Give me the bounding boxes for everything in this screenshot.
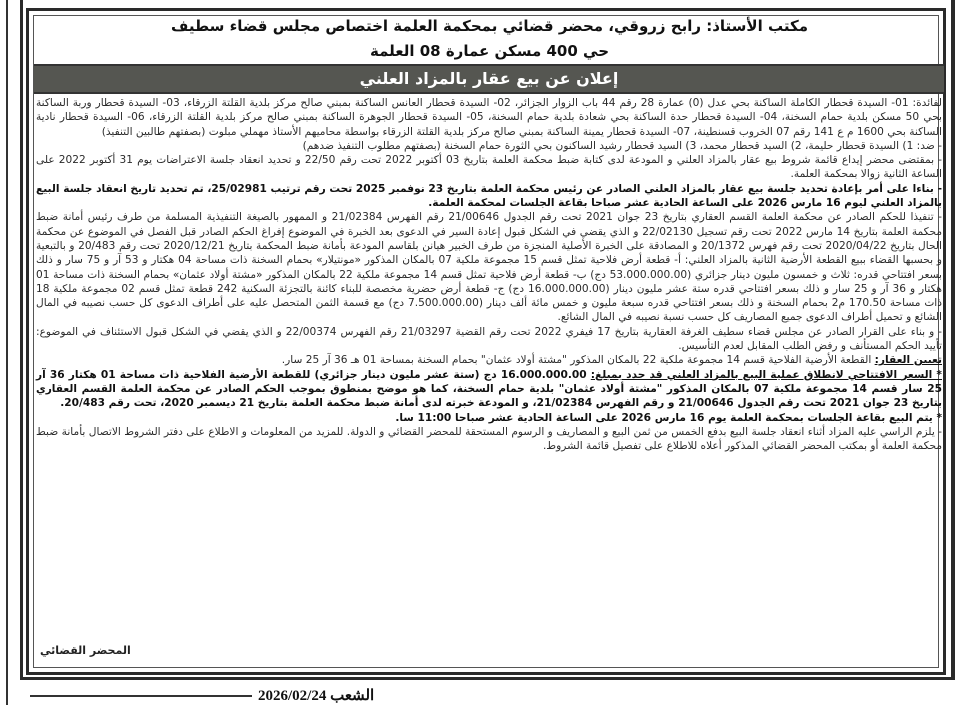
- sale-venue-paragraph: * يتم البيع بقاعة الجلسات بمحكمة العلمة يوم 16 مارس 2026 على الساعة الحادية عشر صباحا 11:00 سا.: [395, 411, 942, 424]
- opening-price-paragraph: [36, 368, 942, 411]
- page-left-edge: [0, 0, 8, 705]
- notice-header: [35, 14, 944, 64]
- appeal-decision-paragraph: - و بناء على القرار الصادر عن مجلس قضاء سطيف الغرفة العقارية بتاريخ 17 فيفري 2022 تحت رقم القضية 21/03297 رقم الفهرس 22/00374 و الذي يقضي في الشكل قبول الاستئناف في الموضوع: تأييد الحكم المستأنف و رفض الطلب المقابل لعدم التأسيس.: [36, 325, 942, 353]
- conditions-deposit-paragraph: - بمقتضى محضر إيداع قائمة شروط بيع عقار بالمزاد العلني و المودعة لدى كتابة ضبط محكمة العلمة بتاريخ 03 أكتوبر 2022 تحت رقم 22/50 و تحديد انعقاد جلسة الاعتراضات يوم 31 أكتوبر 2022 على الساعة الثانية زوالا بمحكمة العلمة.: [36, 154, 942, 181]
- bailiff-signature: المحضر القضائي: [40, 644, 131, 657]
- publication-footer: [258, 686, 374, 705]
- property-designation-paragraph: [36, 353, 942, 367]
- debtors-paragraph: - ضد: 1) السيدة قحطار حليمة، 2) السيد قحطار محمد، 3) السيد قحطار رشيد الساكنون بحي الثورة حمام السخنة (بصفتهم مطلوب التنفيذ ضدهم): [302, 139, 942, 152]
- buyer-obligations-paragraph: - يلزم الراسي عليه المزاد أثناء انعقاد جلسة البيع بدفع الخمس من ثمن البيع و المصاريف و الرسوم المستحقة للمحضر القضائي و الدولة. للمزيد من المعلومات و الاطلاع على دفتر الشروط الاتصال بأمانة ضبط محكمة العلمة أو بمكتب المحضر القضائي المذكور أعلاه للاطلاع على تفصيل قائمة الشروط.: [36, 425, 942, 453]
- judgment-execution-paragraph: - تنفيذا للحكم الصادر عن محكمة العلمة القسم العقاري بتاريخ 23 جوان 2021 تحت رقم الجدول 21/00646 رقم الفهرس 21/02384 و الممهور بالصيغة التنفيذية المسلمة من طرف رئيس أمانة ضبط محكمة العلمة بتاريخ 14 مارس 2022 تحت رقم تسجيل 22/02130 و الذي يقضي في الشكل قبول إعادة السير في الدعوى بعد الخبرة في الموضوع إفراغ الحكم الصادر قبل الفصل في الموضوع عن محكمة الحال بتاريخ 2020/04/22 تحت رقم فهرس 20/1372 و المصادقة على الخبرة الأصلية المنجزة من طرف الخبير هيانن بلقاسم المودعة بأمانة ضبط المحكمة بتاريخ 2020/12/21 تحت رقم 20/483 و بالتبعية و بحسبها القضاء ببيع القطعة الأرضية الثانية بالمزاد العلني: أ- قطعة أرض فلاحية تمثل قسم 15 مجموعة ملكية 07 بالمكان المذكور «مونتيلار» بحمام السخنة ذات مساحة 04 هكتار و 53 آر و 75 سار و ذلك بسعر افتتاحي قدره: ثلاث و خمسون مليون دينار جزائري (53.000.000.00 دج) ب- قطعة أرض فلاحية تمثل قسم 14 مجموعة ملكية 22 بالمكان المذكور «مشتة أولاد عثمان» بحمام السخنة ذات مساحة 01 هكتار و 36 آر و 25 سار و ذلك بسعر افتتاحي قدره ستة عشر مليون دينار (16.000.000.00 دج) ج- قطعة أرض حضرية مخصصة للبناء كائنة بالتجزئة السكنية 242 قطعة تمثل قسم 02 مجموعة ملكية 18 ذات مساحة 170.50 م2 بحمام السخنة و ذلك بسعر افتتاحي قدره سبعة مليون و خمس مائة ألف دينار (7.500.000.00 دج) مع قسمة الثمن المتحصل عليه على أطراف الدعوى كل حسب نصيبه في المال الشائع و تحميل أطراف الدعوى جميع المصاريف كل حسب نسبة نصيبه في المال الشائع.: [36, 211, 943, 324]
- sale-date-order-paragraph: - بناءا على أمر بإعادة تحديد جلسة بيع عقار بالمزاد العلني الصادر عن رئيس محكمة العلمة بتاريخ 23 نوفمبر 2025 تحت رقم ترتيب 25/02981، تم تحديد تاريخ انعقاد جلسة البيع بالمزاد العلني ليوم 16 مارس 2026 على الساعة الحادية عشر صباحا بقاعة الجلسات لمحكمة العلمة.: [36, 182, 943, 210]
- footer-rule: [30, 695, 252, 697]
- notice-title-banner: إعلان عن بيع عقار بالمزاد العلني: [34, 64, 944, 94]
- newspaper-name: الشعب: [330, 688, 375, 704]
- office-address-line: حي 400 مسكن عمارة 08 العلمة: [369, 42, 610, 60]
- opening-price-text: 16.000.000.00 دج (ستة عشر مليون دينار جزائري) للقطعة الأرضية الفلاحية ذات مساحة 01 هكتار 36 آر 25 سار قسم 14 مجموعة ملكية 07 بالمكان المذكور "مشتة أولاد عثمان" بلدية حمام السخنة، كما هو موضح بمنطوق بموجب الحكم الصادر عن محكمة العلمة القسم العقاري بتاريخ 23 جوان 2021 تحت رقم الجدول 21/00646 و رقم الفهرس 21/02384، و المودعة خبرته لدى أمانة ضبط محكمة العلمة بتاريخ 21 ديسمبر 2020، تحت رقم 20/483.: [36, 368, 942, 410]
- publication-date: 2026/02/24: [258, 688, 327, 704]
- property-designation-text: القطعة الأرضية الفلاحية قسم 14 مجموعة ملكية 22 بالمكان المذكور "مشتة أولاد عثمان" بحمام السخنة بمساحة 01 هـ 36 آر 25 سار.: [281, 354, 875, 367]
- opening-price-label: * السعر الافتتاحي لانطلاق عملية البيع بالمزاد العلني قد حدد بمبلغ:: [590, 368, 942, 381]
- property-designation-label: تعيين العقار:: [874, 354, 942, 367]
- creditors-paragraph: لفائدة: 01- السيدة قحطار الكاملة الساكنة بحي عدل (0) عمارة 28 رقم 44 باب الزوار الجزائر، 02- السيدة قحطار العانس الساكنة بمبني صالح مركز بلدية القلتة الزرقاء، 03- السيدة قحطار وربة الساكنة بحي 50 مسكن بلدية حمام السخنة، 04- السيدة قحطار حدة الساكنة بحي شعادة بلدية حمام السخنة، 05- السيدة قحطار الجوهرة الساكنة بمبني صالح مركز بلدية القلتة الزرقاء، 06- السيدة قحطار نادية الساكنة بحي 1600 م ع 141 رقم 07 الخروب قسنطينة، 07- السيدة قحطار يمينة الساكنة بمبني صالح مركز بلدية القلتة الزرقاء بواسطة محاميهم الأستاذ مهملي مبلوت (بصفتهم طالبين التنفيذ): [36, 97, 942, 138]
- bailiff-office-line: مكتب الأستاذ: رابح زروقي، محضر قضائي بمحكمة العلمة اختصاص مجلس قضاء سطيف: [171, 17, 808, 35]
- notice-body: [36, 96, 942, 453]
